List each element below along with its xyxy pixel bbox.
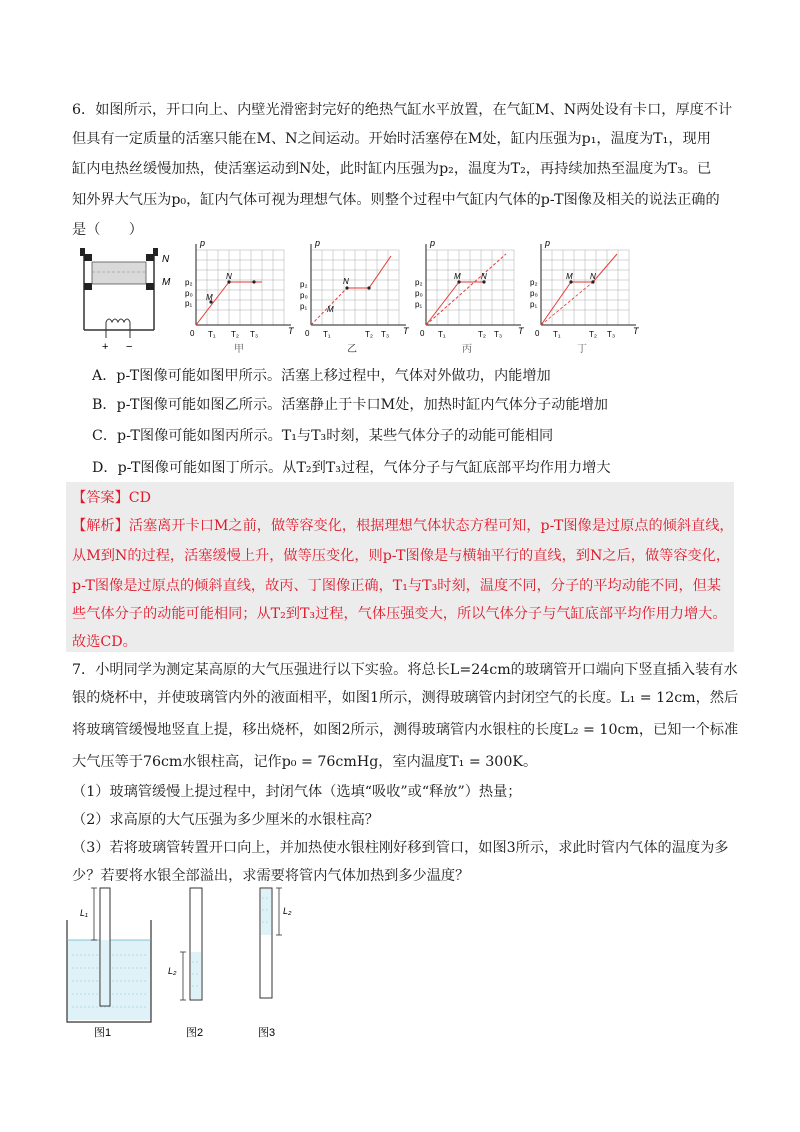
origin: 0 [305, 329, 310, 338]
tick-p1: p₁ [415, 300, 423, 309]
point-N: N [590, 272, 596, 281]
point-M: M [327, 305, 334, 314]
caption-ding: 丁 [577, 344, 587, 355]
q7-line-6: （2）求高原的大气压强为多少厘米的水银柱高？ [72, 812, 379, 828]
point-N: N [481, 272, 487, 281]
analysis-line-2: 从M到N的过程，活塞缓慢上升，做等压变化，则p-T图像是与横轴平行的直线，到N之后，做等容变化， [72, 548, 731, 564]
analysis-line-3: p-T图像是过原点的倾斜直线，故丙、丁图像正确，T₁与T₃时刻，温度不同，分子的平均动能不同，但某 [72, 578, 722, 594]
label-L2-fig3: L₂ [283, 906, 292, 916]
q6-line-3: 缸内电热丝缓慢加热，使活塞运动到N处，此时缸内压强为p₂，温度为T₂，再持续加热至温度为T₃。已 [72, 161, 712, 177]
tick-T1: T₁ [323, 330, 331, 339]
tick-T1: T₁ [438, 330, 446, 339]
point-M: M [454, 272, 461, 281]
caption-bing: 丙 [462, 344, 472, 355]
option-c: C．p-T图像可能如图丙所示。T₁与T₃时刻，某些气体分子的动能可能相同 [92, 428, 554, 444]
option-b: B．p-T图像可能如图乙所示。活塞静止于卡口M处，加热时缸内气体分子动能增加 [92, 397, 608, 413]
q7-line-2: 银的烧杯中，并使玻璃管内外的液面相平，如图1所示，测得玻璃管内封闭空气的长度。L₁ = 12cm，然后 [72, 690, 739, 706]
axis-T: T [403, 326, 409, 336]
tick-p0: p₀ [185, 289, 193, 298]
point-N: N [343, 277, 349, 286]
q6-line-2: 但具有一定质量的活塞只能在M、N之间运动。开始时活塞停在M处，缸内压强为p₁，温度为T₁，现用 [72, 131, 711, 147]
figure-3 [258, 888, 292, 1039]
axis-p: p [200, 238, 206, 248]
tick-p1: p₁ [300, 302, 308, 311]
tick-T2: T₂ [478, 330, 486, 339]
label-M: M [162, 277, 171, 288]
q7-line-7: （3）若将玻璃管转置开口向上，并加热使水银柱刚好移到管口，如图3所示，求此时管内气体的温度为多 [72, 840, 729, 856]
tick-T1: T₁ [208, 330, 216, 339]
label-L1: L₁ [80, 908, 88, 918]
option-a: A．p-T图像可能如图甲所示。活塞上移过程中，气体对外做功，内能增加 [92, 368, 551, 384]
point-M: M [566, 272, 573, 281]
q7-line-8: 少？若要将水银全部溢出，求需要将管内气体加热到多少温度？ [72, 868, 470, 884]
point-N: N [226, 272, 232, 281]
caption-fig2: 图2 [186, 1027, 204, 1039]
tick-p2: p₂ [415, 278, 423, 287]
axis-T: T [288, 326, 294, 336]
analysis-line-4: 些气体分子的动能可能相同；从T₂到T₃过程，气体压强变大，所以气体分子与气缸底部平均作用力增大。 [72, 606, 727, 622]
tick-p1: p₁ [185, 299, 193, 308]
axis-p: p [545, 238, 551, 248]
figure-1 [67, 888, 151, 1039]
point-M: M [206, 293, 213, 302]
tick-T2: T₂ [231, 330, 239, 339]
caption-fig1: 图1 [94, 1027, 112, 1039]
tick-p2: p₂ [300, 280, 308, 289]
origin: 0 [420, 329, 425, 338]
tick-p0: p₀ [300, 291, 308, 300]
label-plus: + [102, 341, 109, 353]
caption-jia: 甲 [234, 344, 244, 355]
analysis-line-1: 【解析】活塞离开卡口M之前，做等容变化，根据理想气体状态方程可知，p-T图像是过原点的倾斜直线， [72, 518, 734, 534]
origin: 0 [190, 329, 195, 338]
axis-T: T [518, 326, 524, 336]
tick-T3: T₃ [607, 330, 616, 339]
axis-p: p [315, 238, 321, 248]
tick-T3: T₃ [250, 330, 259, 339]
q7-line-3: 将玻璃管缓慢地竖直上提，移出烧杯，如图2所示，测得玻璃管内水银柱的长度L₂ = 10cm，已知一个标准 [72, 722, 739, 738]
tick-p2: p₂ [185, 278, 193, 287]
q6-line-4: 知外界大气压为p₀，缸内气体可视为理想气体。则整个过程中气缸内气体的p-T图像及相关的说法正确的 [72, 192, 720, 208]
tick-T2: T₂ [365, 330, 373, 339]
q6-line-5: 是（ ） [72, 222, 143, 238]
answer-line: 【答案】CD [72, 490, 151, 506]
tick-p2: p₂ [530, 278, 538, 287]
caption-yi: 乙 [347, 344, 357, 355]
axis-T: T [633, 326, 639, 336]
q7-line-1: 7．小明同学为测定某高原的大气压强进行以下实验。将总长L=24cm的玻璃管开口端向下竖直插入装有水 [72, 662, 738, 678]
tick-T3: T₃ [381, 330, 390, 339]
tick-p0: p₀ [415, 289, 423, 298]
analysis-line-5: 故选CD。 [72, 634, 137, 650]
figure-2 [168, 888, 203, 1039]
q6-line-1: 6．如图所示，开口向上、内壁光滑密封完好的绝热气缸水平放置，在气缸M、N两处设有卡口，厚度不计 [72, 102, 733, 118]
label-minus: − [126, 341, 133, 353]
origin: 0 [535, 329, 540, 338]
axis-p: p [430, 238, 436, 248]
tick-T3: T₃ [494, 330, 503, 339]
q7-line-4: 大气压等于76cm水银柱高，记作p₀ = 76cmHg，室内温度T₁ = 300K。 [72, 754, 538, 770]
tick-p0: p₀ [530, 289, 538, 298]
q7-line-5: （1）玻璃管缓慢上提过程中，封闭气体（选填“吸收”或“释放”）热量； [72, 784, 522, 800]
option-d: D．p-T图像可能如图丁所示。从T₂到T₃过程，气体分子与气缸底部平均作用力增大 [92, 460, 611, 476]
tick-T1: T₁ [553, 330, 561, 339]
label-L2: L₂ [168, 966, 177, 976]
label-N: N [162, 254, 170, 265]
tick-p1: p₁ [530, 300, 538, 309]
tick-T2: T₂ [589, 330, 597, 339]
caption-fig3: 图3 [258, 1027, 276, 1039]
